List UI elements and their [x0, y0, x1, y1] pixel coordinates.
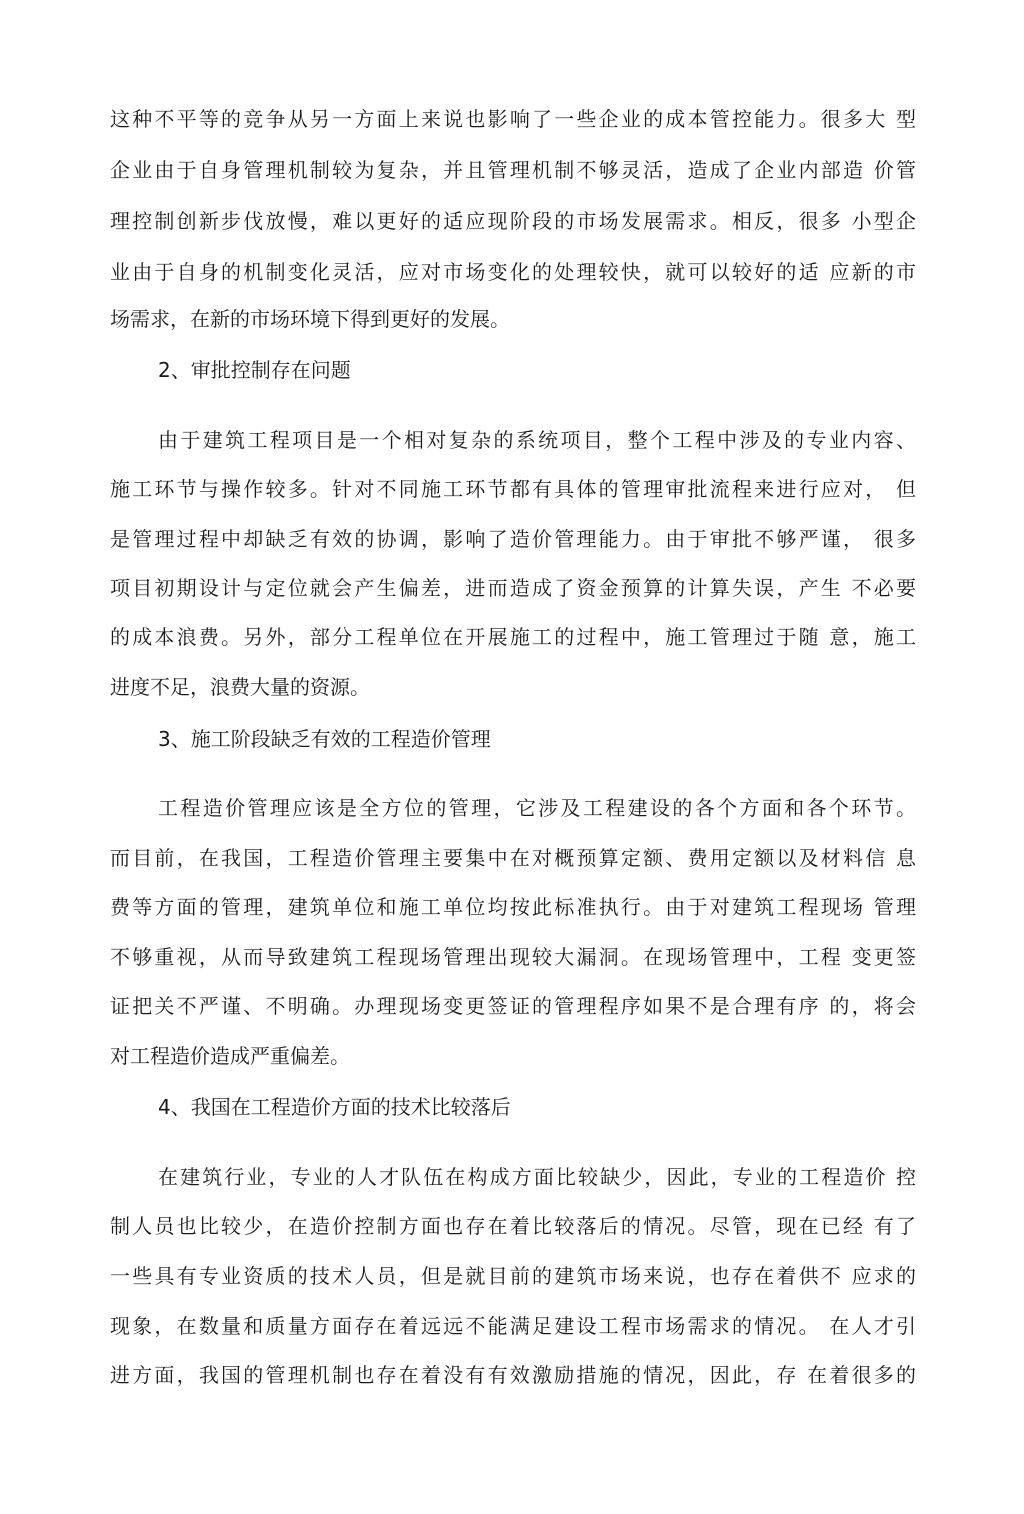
paragraph-3-line-1: 工程造价管理应该是全方位的管理，它涉及工程建设的各个方面和各个环节。 [158, 796, 916, 820]
paragraph-2-line-6: 进度不足，浪费大量的资源。 [110, 675, 370, 699]
section-heading-3: 3、施工阶段缺乏有效的工程造价管理 [158, 727, 491, 751]
paragraph-4-line-4: 现象，在数量和质量方面存在着远远不能满足建设工程市场需求的情况。 在人才引 [110, 1314, 916, 1338]
section-heading-4: 4、我国在工程造价方面的技术比较落后 [158, 1095, 511, 1119]
paragraph-3-line-4: 不够重视，从而导致建筑工程现场管理出现较大漏洞。在现场管理中，工程 变更签 [110, 945, 916, 969]
paragraph-2-line-2: 施工环节与操作较多。针对不同施工环节都有具体的管理审批流程来进行应对， 但 [110, 477, 916, 501]
paragraph-3-line-2: 而目前，在我国，工程造价管理主要集中在对概预算定额、费用定额以及材料信 息 [110, 846, 916, 870]
paragraph-1-line-4: 业由于自身的机制变化灵活，应对市场变化的处理较快，就可以较好的适 应新的市 [110, 260, 916, 284]
paragraph-3-line-3: 费等方面的管理，建筑单位和施工单位均按此标准执行。由于对建筑工程现场 管理 [110, 895, 916, 919]
paragraph-4-line-1: 在建筑行业，专业的人才队伍在构成方面比较缺少，因此，专业的工程造价 控 [158, 1165, 916, 1189]
section-heading-2: 2、审批控制存在问题 [158, 358, 351, 382]
paragraph-4-line-3: 一些具有专业资质的技术人员，但是就目前的建筑市场来说，也存在着供不 应求的 [110, 1264, 916, 1288]
paragraph-1-line-3: 理控制创新步伐放慢，难以更好的适应现阶段的市场发展需求。相反，很多 小型企 [110, 209, 916, 233]
paragraph-2-line-3: 是管理过程中却缺乏有效的协调，影响了造价管理能力。由于审批不够严谨， 很多 [110, 527, 916, 551]
paragraph-1-line-2: 企业由于自身管理机制较为复杂，并且管理机制不够灵活，造成了企业内部造 价管 [110, 158, 916, 182]
paragraph-1-line-1: 这种不平等的竞争从另一方面上来说也影响了一些企业的成本管控能力。很多大 型 [110, 107, 916, 131]
paragraph-2-line-4: 项目初期设计与定位就会产生偏差，进而造成了资金预算的计算失误，产生 不必要 [110, 576, 916, 600]
paragraph-3-line-6: 对工程造价造成严重偏差。 [110, 1044, 350, 1068]
paragraph-1-line-5: 场需求，在新的市场环境下得到更好的发展。 [110, 307, 510, 331]
paragraph-2-line-1: 由于建筑工程项目是一个相对复杂的系统项目，整个工程中涉及的专业内容、 [158, 428, 916, 452]
paragraph-2-line-5: 的成本浪费。另外，部分工程单位在开展施工的过程中，施工管理过于随 意，施工 [110, 625, 916, 649]
paragraph-4-line-2: 制人员也比较少，在造价控制方面也存在着比较落后的情况。尽管，现在已经 有了 [110, 1214, 916, 1238]
paragraph-3-line-5: 证把关不严谨、不明确。办理现场变更签证的管理程序如果不是合理有序 的，将会 [110, 994, 916, 1018]
paragraph-4-line-5: 进方面，我国的管理机制也存在着没有有效激励措施的情况，因此，存 在着很多的 [110, 1363, 916, 1387]
